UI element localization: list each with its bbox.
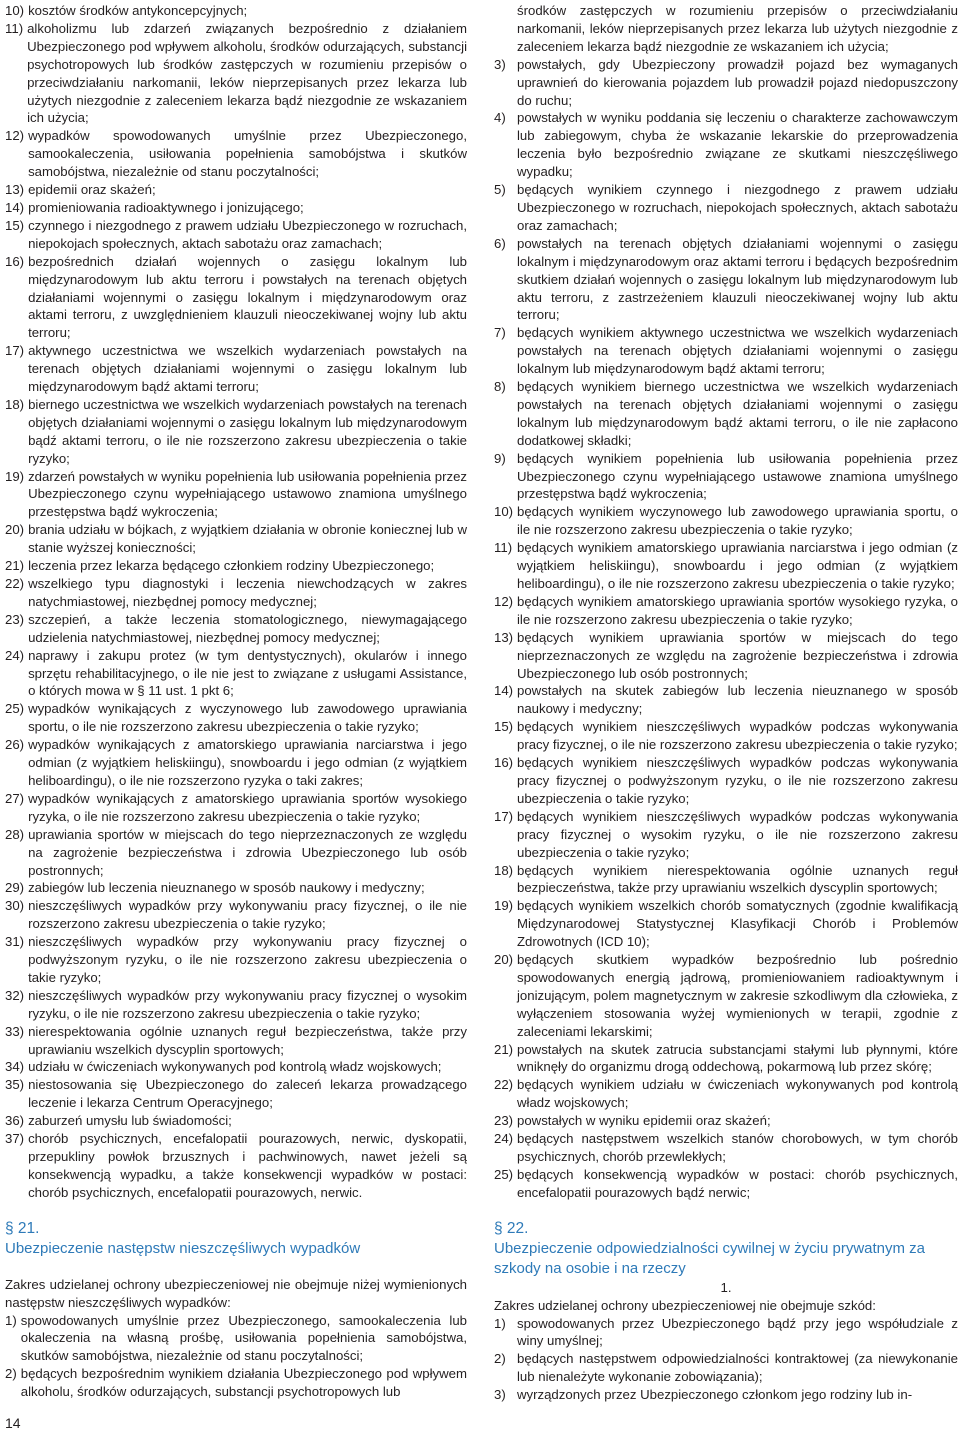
list-item-text: spowodowanych umyślnie przez Ubezpieczonego, samookaleczenia lub okaleczenia na własną prośbę, usiłowania popełnienia samobójstwa, skutków samobójstwa, niezależnie od stanu poczytalności;	[20, 1312, 467, 1364]
list-item-number: 20)	[494, 952, 514, 968]
list-item	[5, 217, 467, 253]
list-item	[5, 897, 467, 933]
list-item-number: 37)	[5, 1131, 25, 1147]
list-item-text: brania udziału w bójkach, z wyjątkiem działania w obronie koniecznej lub w stanie wyższej konieczności;	[28, 522, 467, 556]
list-item	[5, 342, 467, 396]
list-item	[5, 468, 467, 522]
list-item-number: 19)	[5, 468, 25, 484]
list-item	[494, 324, 958, 378]
list-item-text: niestosowania się Ubezpieczonego do zaleceń lekarza prowadzącego leczenie i lekarza Centrum Operacyjnego;	[28, 1077, 467, 1111]
list-item	[494, 1166, 958, 1202]
list-item-number: 2)	[5, 1366, 17, 1382]
list-item-number: 22)	[5, 576, 25, 591]
list-item-text: będących wynikiem aktywnego uczestnictwa we wszelkich wydarzeniach powstałych na terenach objętych działaniami wojennymi o zasięgu lokalnym lub międzynarodowym bądź aktami terroru;	[517, 325, 958, 377]
list-item-text: spowodowanych przez Ubezpieczonego bądź przy jego współudziale z winy umyślnej;	[517, 1315, 958, 1349]
list-item-number: 34)	[5, 1059, 25, 1075]
section-21-number: § 21.	[5, 1219, 40, 1237]
list-item-text: promieniowania radioaktywnego i jonizującego;	[28, 199, 304, 215]
list-item-text: bezpośrednich działań wojennych o zasięgu lokalnym lub międzynarodowym lub aktu terroru i powstałych na terenach objętych działaniami wojennymi o zasięgu lokalnym i międzynarodowym oraz aktami terroru, z uwzględnieniem klauzuli nieoczekiwanej wojny lub aktu terroru;	[28, 253, 467, 341]
list-item	[5, 557, 467, 575]
list-item-text: kosztów środków antykoncepcyjnych;	[28, 3, 248, 18]
list-item-number: 15)	[494, 719, 514, 735]
list-item-number: 1)	[5, 1312, 17, 1328]
list-item-text: będących następstwem odpowiedzialności kontraktowej (za niewykonanie lub nienależyte wykonanie zobowiązania);	[517, 1351, 958, 1385]
list-item-text: powstałych w wyniku epidemii oraz skażeń;	[517, 1113, 771, 1129]
list-item	[5, 1112, 467, 1130]
section-22-number: § 22.	[494, 1219, 529, 1237]
list-item	[494, 808, 958, 862]
list-item-number: 7)	[494, 325, 506, 341]
list-item-number: 10)	[5, 3, 25, 18]
section-21-list-continued	[494, 56, 958, 1202]
list-item-number: 17)	[5, 343, 25, 359]
list-item-text: powstałych w wyniku poddania się leczeniu o charakterze zachowawczym lub zabiegowym, chyba że wskazanie lekarskie do przeprowadzenia leczenia było bezpośrednio związane ze skutkami nieszczęśliwego wypadku;	[517, 110, 958, 180]
list-item-number: 9)	[494, 450, 506, 466]
list-item-number: 19)	[494, 898, 514, 914]
list-item	[494, 593, 958, 629]
list-item-text: alkoholizmu lub zdarzeń związanych bezpośrednio z działaniem Ubezpieczonego pod wpływem alkoholu, środków odurzających, substancji psychotropowych lub środków zastępczych w rozumieniu przepisów o przeciwdziałaniu narkomanii, leków nieprzepisanych przez lekarza lub użytych niezgodnie z zaleceniem lekarza bądź niezgodnie ze wskazaniem ich użycia;	[27, 20, 467, 126]
list-item-text: będących wynikiem nieszczęśliwych wypadków podczas wykonywania pracy fizycznej o podwyższonym ryzyku, o ile nie rozszerzono zakresu ubezpieczenia o takie ryzyko;	[517, 755, 958, 806]
list-item-number: 24)	[5, 647, 25, 663]
list-item-number: 11)	[494, 540, 513, 556]
list-item	[5, 1023, 467, 1059]
list-item	[5, 521, 467, 557]
list-item	[494, 1041, 958, 1077]
list-item	[494, 862, 958, 898]
list-item-text: chorób psychicznych, encefalopatii pourazowych, nerwic, dyskopatii, przepukliny powłok brzusznych i pachwinowych, nawet jeżeli są konsekwencją wypadku, a także konsekwencji wypadków w postaci: chorób psychicznych, encefalopatii pourazowych, nerwic.	[28, 1131, 467, 1200]
left-column	[5, 2, 467, 1401]
list-item-number: 10)	[494, 504, 514, 520]
list-item-number: 14)	[494, 683, 514, 699]
list-item-text: będących skutkiem wypadków bezpośrednio lub pośrednio spowodowanych energią jądrową, promieniowaniem radioaktywnym i jonizującym, polem magnetycznym w zakresie szkodliwym dla człowieka, z wyłączeniem stosowania wyżej wymienionych w terapii, zgodnie z zaleceniami lekarskimi;	[517, 952, 958, 1039]
list-item-number: 16)	[5, 253, 25, 269]
list-item	[5, 736, 467, 790]
list-item	[494, 1076, 958, 1112]
list-item-number: 18)	[5, 396, 25, 412]
list-item-text: będących wynikiem udziału w ćwiczeniach wykonywanych pod kontrolą władz wojskowych;	[517, 1077, 958, 1111]
list-item-number: 15)	[5, 217, 25, 233]
section-22-intro: Zakres udzielanej ochrony ubezpieczeniowej nie obejmuje szkód:	[494, 1297, 876, 1313]
list-item	[494, 754, 958, 808]
list-item	[5, 647, 467, 701]
list-item-text: wypadków wynikających z amatorskiego uprawiania sportów wysokiego ryzyka, o ile nie rozszerzono zakresu ubezpieczenia o takie ryzyko;	[28, 790, 467, 824]
list-item-number: 32)	[5, 987, 25, 1003]
list-item-text: powstałych na terenach objętych działaniami wojennymi o zasięgu lokalnym i międzynarodowym oraz aktami terroru i będących bezpośrednim skutkiem działań wojennych o zasięgu lokalnym lub międzynarodowym lub aktu terroru, z zastrzeżeniem klauzuli nieoczekiwanej wojny lub aktu terroru;	[517, 235, 958, 323]
list-item-text: zaburzeń umysłu lub świadomości;	[28, 1113, 232, 1129]
list-item-text: wypadków wynikających z wyczynowego lub zawodowego uprawiania sportu, o ile nie rozszerzono zakresu ubezpieczenia o takie ryzyko;	[28, 701, 467, 735]
list-item-number: 6)	[494, 235, 506, 251]
list-item-number: 21)	[5, 558, 25, 574]
list-item	[494, 1350, 958, 1386]
list-item-number: 1)	[494, 1315, 506, 1331]
list-item-number: 29)	[5, 880, 25, 896]
list-item-text: będących wynikiem nieszczęśliwych wypadków podczas wykonywania pracy fizycznej o wysokim ryzyku, o ile nie rozszerzono zakresu ubezpieczenia o takie ryzyko;	[517, 808, 958, 860]
list-item	[5, 1058, 467, 1076]
list-item-text: zabiegów lub leczenia nieuznanego w sposób naukowy i medyczny;	[28, 880, 425, 896]
list-item-text: naprawy i zakupu protez (w tym dentystycznych), okularów i innego sprzętu rehabilitacyjnego, o ile nie jest to związane z usługami Assistance, o których mowa w § 11 ust. 1 pkt 6;	[28, 647, 467, 699]
list-item	[494, 1130, 958, 1166]
list-item	[5, 790, 467, 826]
list-item	[5, 700, 467, 736]
list-item-text: aktywnego uczestnictwa we wszelkich wydarzeniach powstałych na terenach objętych działaniami wojennymi o zasięgu lokalnym lub międzynarodowym bądź aktami terroru;	[28, 343, 467, 395]
list-item	[5, 253, 467, 343]
list-item-text: powstałych na skutek zabiegów lub leczenia nieuznanego w sposób naukowy i medyczny;	[517, 683, 958, 717]
list-item	[494, 539, 958, 593]
list-item-number: 26)	[5, 737, 25, 753]
list-item-number: 16)	[494, 755, 514, 771]
list-item	[494, 503, 958, 539]
list-item	[494, 235, 958, 325]
list-item	[5, 1312, 467, 1366]
list-item-text: czynnego i niezgodnego z prawem udziału Ubezpieczonego w rozruchach, niepokojach społecznych, aktach sabotażu oraz zamachach;	[28, 217, 467, 251]
list-item-number: 24)	[494, 1131, 514, 1147]
list-item	[5, 1130, 467, 1202]
list-item-text: będących wynikiem uprawiania sportów w miejscach do tego nieprzeznaczonych ze względu na zagrożenie bezpieczeństwa i zdrowia Ubezpieczonego lub osób postronnych;	[517, 629, 958, 681]
list-item-number: 27)	[5, 790, 25, 806]
list-item-text: będących wynikiem amatorskiego uprawiania sportów wysokiego ryzyka, o ile nie rozszerzono zakresu ubezpieczenia o takie ryzyko;	[517, 593, 958, 627]
list-item-text: będących wynikiem czynnego i niezgodnego z prawem udziału Ubezpieczonego w rozruchach, niepokojach społecznych, aktach sabotażu oraz zamachach;	[517, 182, 958, 233]
list-item	[5, 199, 467, 217]
list-item	[494, 1386, 958, 1404]
list-item	[5, 611, 467, 647]
list-item-text: nieszczęśliwych wypadków przy wykonywaniu pracy fizycznej, o ile nie rozszerzono zakresu ubezpieczenia o takie ryzyko;	[28, 898, 467, 932]
list-item-text: uprawiania sportów w miejscach do tego nieprzeznaczonych ze względu na zagrożenie bezpieczeństwa i zdrowia Ubezpieczonego lub osób postronnych;	[28, 826, 467, 878]
list-item	[5, 575, 467, 611]
subsection-number: 1.	[720, 1279, 732, 1295]
list-item-text: będących wynikiem popełnienia lub usiłowania popełnienia przez Ubezpieczonego czynu wypełniającego ustawowe znamiona umyślnego przestępstwa bądź wykroczenia;	[517, 450, 958, 502]
list-item-text: wypadków wynikających z amatorskiego uprawiania narciarstwa i jego odmian (z wyjątkiem heliskiingu), snowboardu i jego odmian (z wyjątkiem heliboardingu), o ile nie rozszerzono ryzyka o taki zakres;	[28, 737, 467, 788]
list-item-text: powstałych na skutek zatrucia substancjami stałymi lub płynnymi, które wniknęły do organizmu drogą oddechową, pokarmową lub przez skórę;	[517, 1041, 958, 1075]
list-item	[494, 1112, 958, 1130]
continued-item-text: środków zastępczych w rozumieniu przepisów o przeciwdziałaniu narkomanii, leków nieprzepisanych przez lekarza lub użytych niezgodnie z zaleceniem lekarza bądź niezgodnie ze wskazaniem ich użycia;	[517, 3, 958, 54]
list-item-number: 23)	[5, 611, 25, 627]
list-item	[494, 378, 958, 450]
list-item-text: będących konsekwencją wypadków w postaci: chorób psychicznych, encefalopatii pourazowych bądź nerwic;	[517, 1166, 958, 1200]
list-item-number: 18)	[494, 862, 514, 878]
list-item	[5, 396, 467, 468]
list-item-text: będących wynikiem wszelkich chorób somatycznych (zgodnie kwalifikacją Międzynarodowej Statystycznej Klasyfikacji Chorób i Problemów Zdrowotnych (ICD 10);	[517, 898, 958, 950]
list-item-number: 14)	[5, 199, 25, 215]
list-item-text: powstałych, gdy Ubezpieczony prowadził pojazd bez wymaganych uprawnień do kierowania pojazdem lub prowadził pojazd niedopuszczony do ruchu;	[517, 56, 958, 108]
list-item-text: wyrządzonych przez Ubezpieczonego członkom jego rodziny lub in-	[517, 1387, 913, 1403]
list-item	[5, 181, 467, 199]
list-item-number: 5)	[494, 182, 506, 198]
list-item-text: zdarzeń powstałych w wyniku popełnienia lub usiłowania popełnienia przez Ubezpieczonego czynu wypełniającego ustawowo znamiona umyślnego przestępstwa bądź wykroczenia;	[28, 468, 467, 520]
list-item	[5, 20, 467, 127]
section-21-title: Ubezpieczenie następstw nieszczęśliwych wypadków	[5, 1239, 361, 1257]
list-item-number: 30)	[5, 898, 25, 914]
list-item-text: epidemii oraz skażeń;	[28, 182, 156, 198]
list-item-number: 25)	[494, 1166, 514, 1182]
list-item-text: będących wynikiem nierespektowania ogólnie uznanych reguł bezpieczeństwa, także przy uprawianiu wszelkich dyscyplin sportowych;	[517, 862, 958, 896]
section-21-list	[5, 1312, 467, 1402]
list-item-number: 36)	[5, 1113, 25, 1129]
list-item	[494, 109, 958, 181]
list-item-number: 23)	[494, 1113, 514, 1129]
section-22-list	[494, 1315, 958, 1405]
list-item-number: 22)	[494, 1077, 514, 1093]
list-item	[5, 826, 467, 880]
page-number: 14	[5, 1415, 21, 1431]
list-item-text: będących wynikiem nieszczęśliwych wypadków podczas wykonywania pracy fizycznej, o ile nie rozszerzono zakresu ubezpieczenia o takie ryzyko;	[517, 719, 958, 753]
list-item-number: 20)	[5, 522, 25, 538]
list-item-number: 13)	[5, 182, 25, 198]
right-column	[494, 2, 958, 1404]
list-item	[494, 1315, 958, 1351]
list-item	[494, 718, 958, 754]
list-item-number: 2)	[494, 1351, 506, 1367]
list-item-number: 3)	[494, 1387, 506, 1403]
list-item	[494, 450, 958, 504]
list-item-number: 4)	[494, 110, 506, 126]
list-item	[5, 1365, 467, 1401]
list-item-number: 12)	[5, 128, 25, 144]
list-item-number: 17)	[494, 808, 514, 824]
list-item-number: 11)	[5, 20, 24, 36]
list-item-number: 33)	[5, 1023, 25, 1039]
list-item-text: nieszczęśliwych wypadków przy wykonywaniu pracy fizycznej o wysokim ryzyku, o ile nie rozszerzono zakresu ubezpieczenia o takie ryzyko;	[28, 987, 467, 1021]
list-item	[494, 56, 958, 110]
list-item-number: 13)	[494, 629, 514, 645]
list-item-text: biernego uczestnictwa we wszelkich wydarzeniach powstałych na terenach objętych działaniami wojennymi o zasięgu lokalnym lub międzynarodowym bądź aktami terroru, o ile nie rozszerzono zakresu ubezpieczenia o takie ryzyko;	[28, 396, 467, 466]
list-item-text: będących wynikiem biernego uczestnictwa we wszelkich wydarzeniach powstałych na terenach objętych działaniami wojennymi o zasięgu lokalnym lub międzynarodowym bądź aktami terroru, o ile nie zapłacono dodatkowej składki;	[517, 379, 958, 448]
list-item-number: 8)	[494, 379, 506, 395]
list-item	[5, 127, 467, 181]
list-item-number: 12)	[494, 593, 514, 609]
list-item-text: będących następstwem wszelkich stanów chorobowych, w tym chorób psychicznych, chorób przewlekłych;	[517, 1131, 958, 1164]
list-item-number: 31)	[5, 934, 25, 950]
list-item-number: 21)	[494, 1041, 514, 1057]
list-item-text: leczenia przez lekarza będącego członkiem rodziny Ubezpieczonego;	[28, 558, 435, 574]
list-item	[494, 629, 958, 683]
list-item-text: będących wynikiem amatorskiego uprawiania narciarstwa i jego odmian (z wyjątkiem heliskiingu), snowboardu i jego odmian (z wyjątkiem heliboardingu), o ile nie rozszerzono zakresu ubezpieczenia o takie ryzyko;	[517, 540, 958, 591]
list-item	[494, 682, 958, 718]
list-item-text: nierespektowania ogólnie uznanych reguł bezpieczeństwa, także przy uprawianiu wszelkich dyscyplin sportowych;	[28, 1023, 467, 1057]
list-item	[5, 879, 467, 897]
list-item	[5, 1076, 467, 1112]
list-item-text: będących bezpośrednim wynikiem działania Ubezpieczonego pod wpływem alkoholu, środków odurzających, substancji psychotropowych lub	[20, 1366, 467, 1400]
exclusions-list-continued	[5, 2, 467, 1202]
list-item	[494, 181, 958, 235]
list-item-number: 35)	[5, 1077, 25, 1093]
list-item-text: udziału w ćwiczeniach wykonywanych pod kontrolą władz wojskowych;	[28, 1059, 442, 1075]
section-21-intro: Zakres udzielanej ochrony ubezpieczeniowej nie obejmuje niżej wymienionych następstw nieszczęśliwych wypadków:	[5, 1276, 467, 1310]
list-item-number: 3)	[494, 56, 506, 72]
list-item-text: wypadków spowodowanych umyślnie przez Ubezpieczonego, samookaleczenia, usiłowania popełnienia samobójstwa i skutków samobójstwa, niezależnie od stanu poczytalności;	[28, 128, 467, 180]
list-item-number: 25)	[5, 701, 25, 717]
list-item-text: wszelkiego typu diagnostyki i leczenia niewchodzących w zakres natychmiastowej, niezbędnej pomocy medycznej;	[28, 576, 467, 609]
list-item	[5, 2, 467, 20]
list-item	[494, 897, 958, 951]
list-item	[5, 933, 467, 987]
list-item-number: 28)	[5, 826, 25, 842]
list-item-text: nieszczęśliwych wypadków przy wykonywaniu pracy fizycznej o podwyższonym ryzyku, o ile nie rozszerzono zakresu ubezpieczenia o takie ryzyko;	[28, 934, 467, 985]
list-item-text: szczepień, a także leczenia stomatologicznego, niewymagającego udzielenia natychmiastowej, niezbędnej pomocy medycznej;	[28, 611, 467, 645]
list-item	[5, 987, 467, 1023]
section-22-title: Ubezpieczenie odpowiedzialności cywilnej w życiu prywatnym za szkody na osobie i na rzeczy	[494, 1239, 926, 1277]
list-item-text: będących wynikiem wyczynowego lub zawodowego uprawiania sportu, o ile nie rozszerzono zakresu ubezpieczenia o takie ryzyko;	[517, 504, 958, 538]
list-item	[494, 951, 958, 1041]
